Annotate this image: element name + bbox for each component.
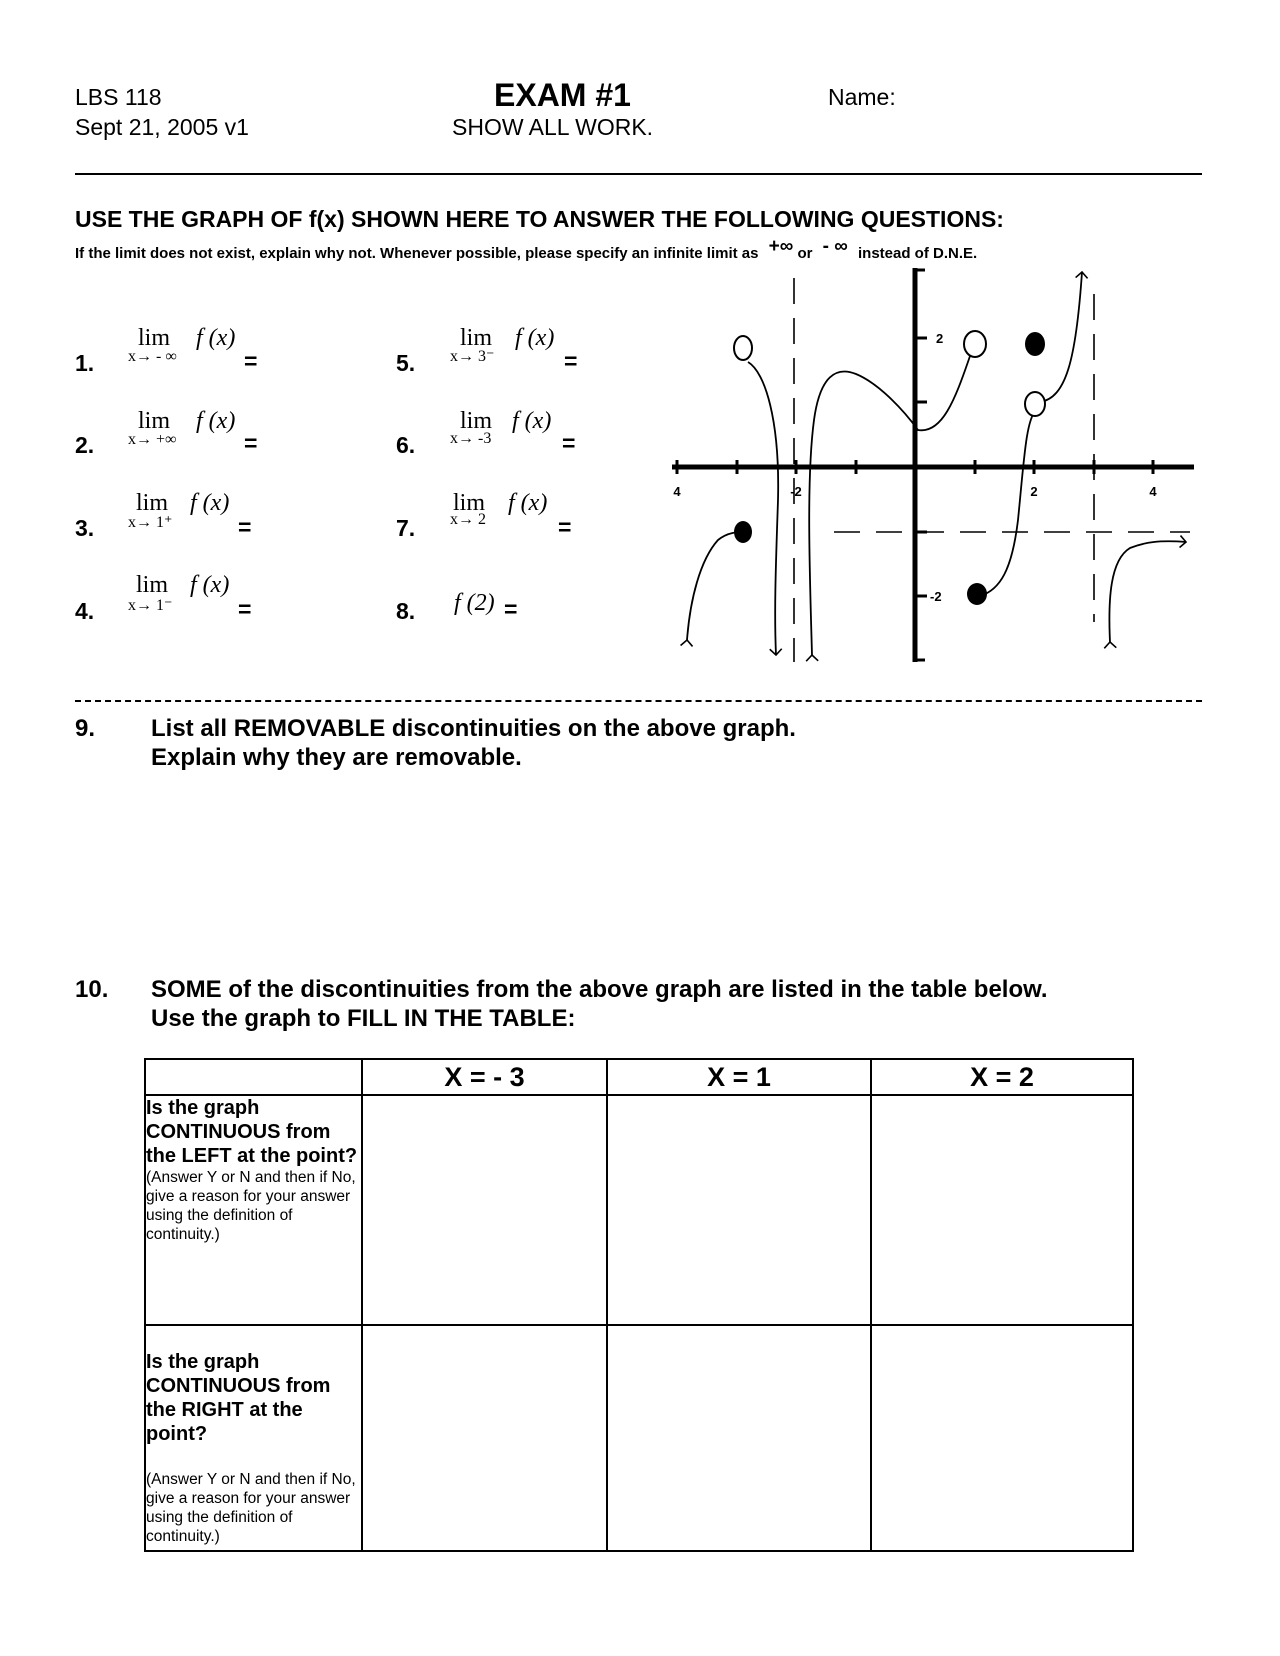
curve-right-rise (980, 410, 1036, 596)
table-header-row (145, 1059, 1133, 1095)
limit-subscript: x→ - ∞ (128, 348, 177, 365)
function-graph (660, 262, 1200, 670)
table-row (145, 1095, 1133, 1325)
q9-line2: Explain why they are removable. (151, 744, 522, 771)
column-header: X = 1 (607, 1059, 871, 1095)
lim-label: lim (136, 490, 169, 516)
course-label: LBS 118 (75, 84, 162, 110)
plus-infinity: +∞ (768, 236, 794, 257)
lim-label: lim (138, 325, 171, 351)
curve-middle-branch (809, 342, 978, 655)
equals-sign: = (244, 348, 258, 374)
equals-sign: = (504, 596, 518, 622)
row-question: Is the graph CONTINUOUS from the LEFT at the point? (146, 1097, 358, 1167)
answer-cell[interactable] (362, 1095, 607, 1325)
function-expression: f (x) (190, 490, 230, 516)
open-point (964, 331, 986, 357)
name-label: Name: (828, 84, 896, 110)
table-row (145, 1325, 1133, 1551)
y-tick-label: 2 (936, 331, 944, 346)
lim-label: lim (138, 408, 171, 434)
closed-point (734, 521, 752, 543)
column-header: X = 2 (871, 1059, 1133, 1095)
row-note: (Answer Y or N and then if No, give a reason for your answer using the definition of continuity.) (146, 1169, 356, 1243)
limit-subscript: x→ 1⁺ (128, 514, 173, 531)
closed-point (1025, 332, 1045, 356)
function-expression: f (x) (512, 408, 552, 434)
curve-left-tail (687, 532, 744, 640)
minus-infinity: - ∞ (822, 236, 848, 257)
exam-title: EXAM #1 (494, 77, 631, 113)
limit-subscript: x→ 1⁻ (128, 597, 173, 614)
answer-cell[interactable] (607, 1325, 871, 1551)
limit-subscript: x→ 3⁻ (450, 348, 495, 365)
show-work-note: SHOW ALL WORK. (452, 114, 654, 140)
open-point (1025, 392, 1045, 416)
x-tick-label: 4 (673, 484, 681, 499)
function-expression: f (2) (454, 590, 495, 616)
curve-right-upper (1040, 272, 1082, 402)
x-tick-label: 2 (1030, 484, 1038, 499)
lim-label: lim (453, 490, 486, 516)
question-number: 3. (75, 515, 95, 541)
row-header-cell (145, 1095, 362, 1325)
answer-cell[interactable] (871, 1095, 1133, 1325)
exam-date: Sept 21, 2005 v1 (75, 114, 249, 140)
limit-subscript: x→ -3 (450, 430, 492, 447)
lim-label: lim (136, 572, 169, 598)
question-number: 5. (396, 350, 416, 376)
limit-subscript: x→ +∞ (128, 431, 177, 448)
equals-sign: = (558, 514, 572, 540)
x-tick-label: -2 (790, 484, 802, 499)
limit-subscript: x→ 2 (450, 511, 486, 528)
header-divider (75, 173, 1202, 175)
function-expression: f (x) (196, 408, 236, 434)
instructions-note-part1: If the limit does not exist, explain why not. Whenever possible, please specify an infinite limit as (75, 245, 759, 262)
equals-sign: = (562, 430, 576, 456)
function-expression: f (x) (515, 325, 555, 351)
or-word: or (797, 245, 813, 262)
question-number: 7. (396, 515, 416, 541)
question-number: 6. (396, 432, 416, 458)
function-expression: f (x) (196, 325, 236, 351)
q9-number: 9. (75, 715, 96, 742)
equals-sign: = (238, 514, 252, 540)
column-header: X = - 3 (362, 1059, 607, 1095)
lim-label: lim (460, 325, 493, 351)
answer-cell[interactable] (871, 1325, 1133, 1551)
equals-sign: = (564, 348, 578, 374)
q10-line1: SOME of the discontinuities from the above graph are listed in the table below. (151, 976, 1048, 1003)
y-tick-label: -2 (930, 589, 942, 604)
equals-sign: = (238, 596, 252, 622)
function-expression: f (x) (508, 490, 548, 516)
open-point (734, 336, 752, 360)
answer-cell[interactable] (362, 1325, 607, 1551)
closed-point (967, 583, 987, 605)
table-corner-cell (145, 1059, 362, 1095)
section-divider (75, 700, 1202, 702)
question-number: 1. (75, 350, 95, 376)
question-number: 4. (75, 598, 95, 624)
row-question: Is the graph CONTINUOUS from the RIGHT at the point? (146, 1351, 331, 1445)
question-number: 8. (396, 598, 416, 624)
instructions-note (75, 236, 978, 264)
q10-number: 10. (75, 976, 109, 1003)
row-header-cell (145, 1325, 362, 1551)
row-note: (Answer Y or N and then if No, give a reason for your answer using the definition of continuity.) (146, 1471, 356, 1545)
x-tick-label: 4 (1149, 484, 1157, 499)
curve-left-branch (748, 362, 778, 655)
function-expression: f (x) (190, 572, 230, 598)
lim-label: lim (460, 408, 493, 434)
discontinuity-table (144, 1058, 1134, 1552)
section-title: USE THE GRAPH OF f(x) SHOWN HERE TO ANSWER THE FOLLOWING QUESTIONS: (75, 206, 1004, 232)
question-number: 2. (75, 432, 95, 458)
curve-far-right (1109, 541, 1186, 642)
instructions-note-part2: instead of D.N.E. (857, 245, 978, 262)
answer-cell[interactable] (607, 1095, 871, 1325)
equals-sign: = (244, 430, 258, 456)
q9-line1: List all REMOVABLE discontinuities on the above graph. (151, 715, 796, 742)
q10-line2: Use the graph to FILL IN THE TABLE: (151, 1005, 576, 1032)
